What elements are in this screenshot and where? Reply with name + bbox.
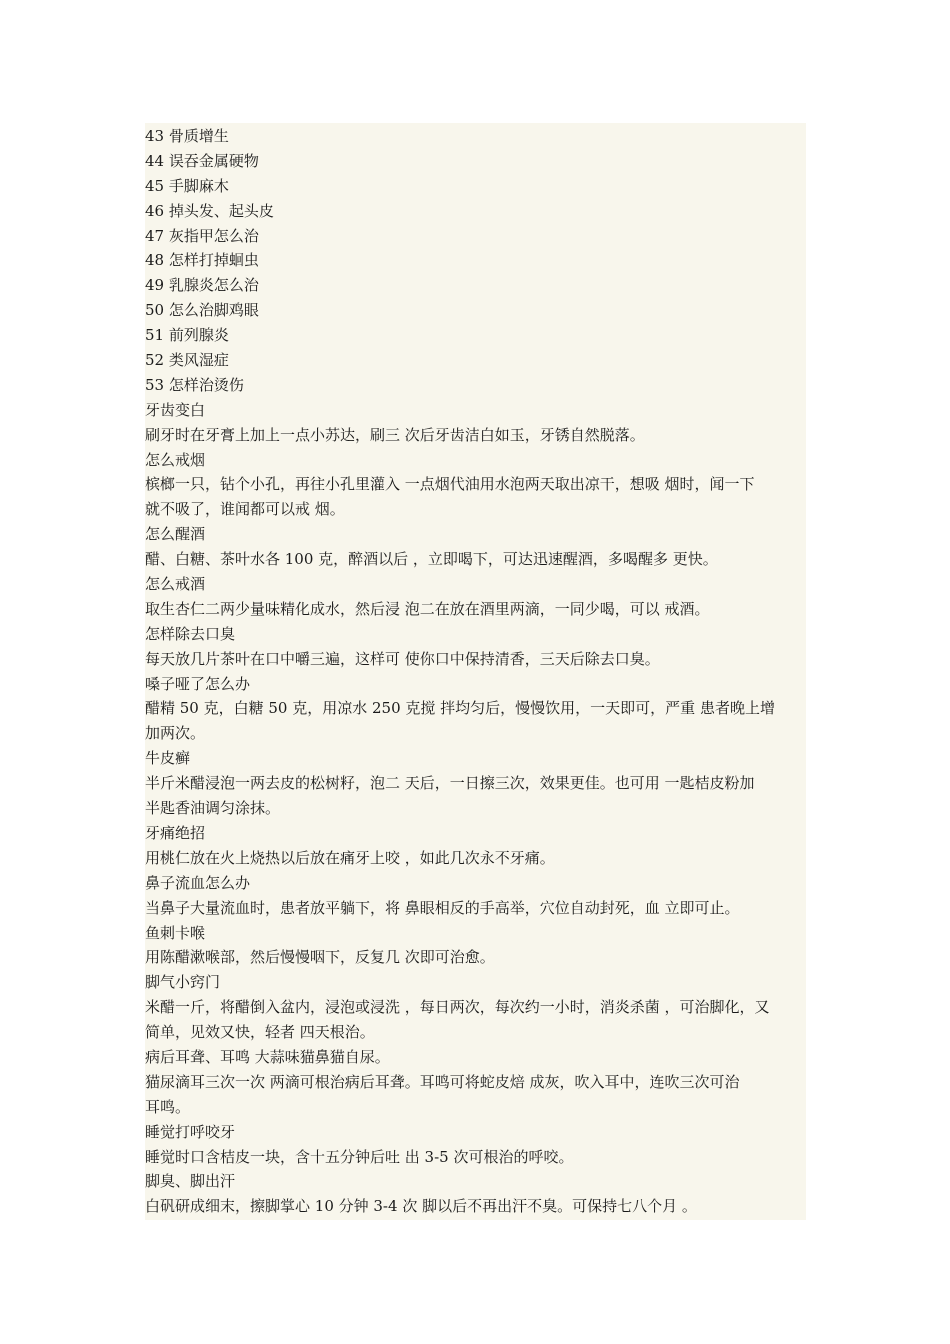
paragraph-line: 简单，见效又快，轻者 四天根治。 xyxy=(145,1023,375,1042)
list-item: 48 怎样打掉蛔虫 xyxy=(145,251,259,270)
paragraph-line: 睡觉时口含桔皮一块，含十五分钟后吐 出 3-5 次可根治的呼咬。 xyxy=(145,1147,574,1166)
paragraph-line: 用桃仁放在火上烧热以后放在痛牙上咬 ，如此几次永不牙痛。 xyxy=(145,848,555,867)
section-heading: 脚臭、脚出汗 xyxy=(145,1172,236,1191)
paragraph-line: 取生杏仁二两少量味精化成水，然后浸 泡二在放在酒里两滴，一同少喝，可以 戒酒。 xyxy=(145,599,710,618)
paragraph-line: 醋、白糖、茶叶水各 100 克，醉酒以后 ，立即喝下，可达迅速醒酒，多喝醒多 更快。 xyxy=(145,550,718,569)
list-item: 49 乳腺炎怎么治 xyxy=(145,276,259,295)
section-heading: 牙痛绝招 xyxy=(145,823,206,842)
section-heading: 牛皮癣 xyxy=(145,749,191,768)
section-heading: 怎样除去口臭 xyxy=(145,624,236,643)
paragraph-line: 米醋一斤，将醋倒入盆内，浸泡或浸洗 ，每日两次，每次约一小时，消炎杀菌 ，可治脚化，又 xyxy=(145,998,770,1017)
section-heading: 怎么戒酒 xyxy=(145,575,206,594)
section-heading: 脚气小窍门 xyxy=(145,973,221,992)
paragraph-line: 耳鸣。 xyxy=(145,1097,191,1116)
paragraph-line: 加两次。 xyxy=(145,724,206,743)
section-heading: 睡觉打呼咬牙 xyxy=(145,1122,236,1141)
paragraph-line: 槟榔一只，钻个小孔，再往小孔里灌入 一点烟代油用水泡两天取出凉干，想吸 烟时，闻一下 xyxy=(145,475,755,494)
list-item: 47 灰指甲怎么治 xyxy=(145,226,259,245)
list-item: 46 掉头发、起头皮 xyxy=(145,201,274,220)
paragraph-line: 刷牙时在牙膏上加上一点小苏达，刷三 次后牙齿洁白如玉，牙锈自然脱落。 xyxy=(145,425,645,444)
list-item: 43 骨质增生 xyxy=(145,127,229,145)
section-heading: 怎么戒烟 xyxy=(145,450,206,469)
section-heading: 鼻子流血怎么办 xyxy=(145,873,251,892)
list-item: 52 类风湿症 xyxy=(145,351,229,370)
section-heading: 牙齿变白 xyxy=(145,400,206,419)
paragraph-line: 半匙香油调匀涂抹。 xyxy=(145,799,281,818)
list-item: 44 误吞金属硬物 xyxy=(145,151,259,170)
section-heading: 病后耳聋、耳鸣 大蒜味猫鼻猫自尿。 xyxy=(145,1047,390,1066)
paragraph-line: 半斤米醋浸泡一两去皮的松树籽，泡二 天后，一日擦三次，效果更佳。也可用 一匙桔皮粉加 xyxy=(145,774,755,793)
paragraph-line: 就不吸了，谁闻都可以戒 烟。 xyxy=(145,500,345,519)
paragraph-line: 猫尿滴耳三次一次 两滴可根治病后耳聋。耳鸣可将蛇皮焙 成灰，吹入耳中，连吹三次可治 xyxy=(145,1072,740,1091)
paragraph-line: 当鼻子大量流血时，患者放平躺下，将 鼻眼相反的手高举，穴位自动封死，血 立即可止。 xyxy=(145,898,740,917)
list-item: 51 前列腺炎 xyxy=(145,326,229,345)
paragraph-line: 用陈醋漱喉部，然后慢慢咽下，反复几 次即可治愈。 xyxy=(145,948,495,967)
list-item: 50 怎么治脚鸡眼 xyxy=(145,301,259,320)
section-heading: 鱼刺卡喉 xyxy=(145,923,206,942)
paragraph-line: 白矾研成细末，擦脚掌心 10 分钟 3-4 次 脚以后不再出汗不臭。可保持七八个月 。 xyxy=(145,1197,697,1216)
paragraph-line: 醋精 50 克，白糖 50 克，用凉水 250 克搅 拌均匀后，慢慢饮用，一天即可，严重 患者晚上增 xyxy=(145,699,775,718)
paragraph-line: 每天放几片茶叶在口中嚼三遍，这样可 使你口中保持清香，三天后除去口臭。 xyxy=(145,649,660,668)
section-heading: 嗓子哑了怎么办 xyxy=(145,674,251,693)
list-item: 45 手脚麻木 xyxy=(145,176,229,195)
document-body xyxy=(145,124,806,1219)
section-heading: 怎么醒酒 xyxy=(145,525,206,544)
list-item: 53 怎样治烫伤 xyxy=(145,375,244,394)
